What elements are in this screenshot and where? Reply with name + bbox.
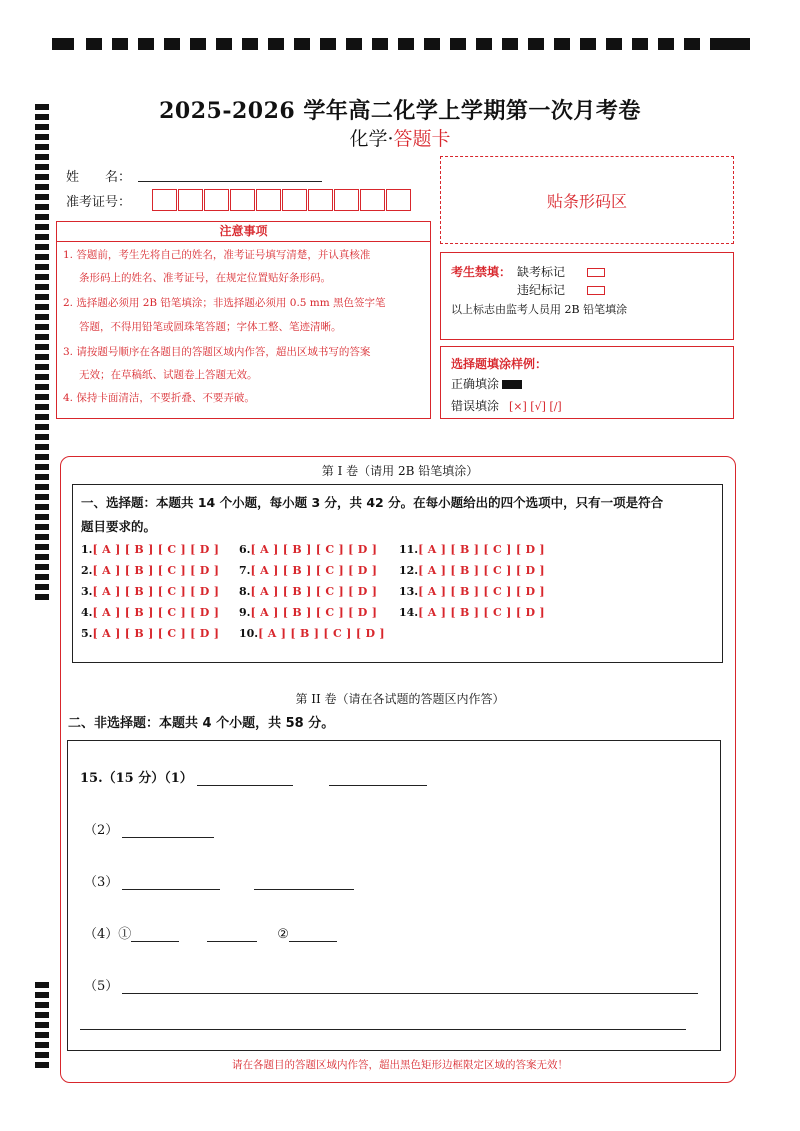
answer-options[interactable]: [ A ] [ B ] [ C ] [ D ] [418,606,545,619]
violation-mark[interactable]: 违纪标记 [517,281,605,298]
answer-options[interactable]: [ A ] [ B ] [ C ] [ D ] [250,606,378,619]
wrong-fill-example: 错误填涂 [×] [√] [/] [451,399,562,413]
timing-mark [35,324,49,330]
blank[interactable] [289,927,337,942]
question-number: 7. [239,564,251,577]
choice-row[interactable] [239,543,377,556]
answer-options[interactable]: [ A ] [ B ] [ C ] [ D ] [92,585,220,598]
timing-mark [35,454,49,460]
question-number: 11. [399,543,419,556]
timing-mark [35,244,49,250]
question-number: 8. [239,585,251,598]
question-number: 10. [239,627,259,640]
notice-item: 条形码上的姓名、准考证号，在规定位置贴好条形码。 [79,272,331,284]
choice-row[interactable] [81,606,219,619]
choice-row[interactable] [399,564,545,577]
question-number: 5. [81,627,93,640]
answer-options[interactable]: [ A ] [ B ] [ C ] [ D ] [92,606,220,619]
exam-subtitle: 化学·答题卡 [349,128,451,150]
timing-marks-top [52,38,750,52]
choice-row[interactable] [399,543,545,556]
timing-mark [35,534,49,540]
question-number: 9. [239,606,251,619]
timing-mark [35,394,49,400]
q15-part5: （5） [84,975,698,994]
notice-item: 2. 选择题必须用 2B 铅笔填涂；非选择题必须用 0.5 mm 黑色签字笔 [63,297,386,309]
timing-mark [35,1022,49,1028]
timing-mark [35,264,49,270]
answer-options[interactable]: [ A ] [ B ] [ C ] [ D ] [418,585,545,598]
timing-mark [35,294,49,300]
answer-options[interactable]: [ A ] [ B ] [ C ] [ D ] [258,627,385,640]
choice-row[interactable] [399,606,545,619]
timing-mark [35,484,49,490]
timing-mark [35,434,49,440]
answer-options[interactable]: [ A ] [ B ] [ C ] [ D ] [250,543,378,556]
prohibit-box: 考生禁填： 缺考标记 违纪标记 以上标志由监考人员用 2B 铅笔填涂 [440,252,734,340]
blank[interactable] [122,979,698,994]
choice-row[interactable] [239,564,377,577]
id-number-boxes[interactable] [152,189,412,211]
timing-mark [35,524,49,530]
choice-row[interactable] [239,627,385,640]
timing-mark [35,354,49,360]
timing-mark [35,992,49,998]
correct-fill-example: 正确填涂 [451,375,522,392]
question-number: 2. [81,564,93,577]
blank[interactable] [122,823,214,838]
timing-mark [35,1032,49,1038]
choice-instruction: 一、选择题：本题共 14 个小题，每小题 3 分，共 42 分。在每小题给出的四个选项中，只有一项是符合 [81,495,664,510]
timing-mark [35,504,49,510]
timing-mark [35,1002,49,1008]
notice-item: 无效；在草稿纸、试题卷上答题无效。 [79,369,258,381]
blank-line[interactable] [80,1029,686,1030]
choice-row[interactable] [81,627,219,640]
exam-title: 2025-2026 学年高二化学上学期第一次月考卷 [159,98,641,124]
timing-mark [35,564,49,570]
blank[interactable] [131,927,179,942]
blank[interactable] [197,771,293,786]
blank[interactable] [207,927,257,942]
notice-box [56,221,431,419]
timing-mark [35,234,49,240]
blank[interactable] [122,875,220,890]
question-number: 13. [399,585,419,598]
choice-row[interactable] [81,543,219,556]
timing-mark [35,1042,49,1048]
timing-mark [35,164,49,170]
answer-options[interactable]: [ A ] [ B ] [ C ] [ D ] [250,585,378,598]
question-number: 12. [399,564,419,577]
q15-part4: （4）① ② [84,923,337,942]
timing-mark [35,274,49,280]
timing-mark [35,554,49,560]
timing-mark [35,214,49,220]
part2-heading: 第 II 卷（请在各试题的答题区内作答） [295,692,505,706]
notice-item: 答题，不得用铅笔或圆珠笔答题；字体工整、笔迹清晰。 [79,321,342,333]
timing-mark [35,444,49,450]
question-number: 6. [239,543,251,556]
non-choice-heading: 二、非选择题：本题共 4 个小题，共 58 分。 [68,716,335,731]
timing-mark [35,194,49,200]
timing-mark [35,284,49,290]
timing-mark [35,184,49,190]
answer-options[interactable]: [ A ] [ B ] [ C ] [ D ] [418,543,545,556]
timing-mark [35,204,49,210]
timing-mark [35,414,49,420]
choice-row[interactable] [399,585,545,598]
timing-mark [35,544,49,550]
timing-mark [35,364,49,370]
barcode-area: 贴条形码区 [440,156,734,244]
answer-options[interactable]: [ A ] [ B ] [ C ] [ D ] [92,564,220,577]
timing-mark [35,574,49,580]
q15-answer-box [67,740,721,1051]
timing-mark [35,584,49,590]
q15-part3: （3） [84,871,354,890]
timing-mark [35,254,49,260]
fill-example-box: 选择题填涂样例： 正确填涂 错误填涂 [×] [√] [/] [440,346,734,419]
notice-heading: 注意事项 [57,222,430,242]
footer-warning: 请在各题目的答题区域内作答，超出黑色矩形边框限定区域的答案无效！ [232,1059,568,1071]
name-label: 姓 名： [66,170,132,185]
blank[interactable] [329,771,427,786]
timing-mark [35,1012,49,1018]
notice-item: 4. 保持卡面清洁，不要折叠、不要弄破。 [63,392,255,404]
answer-options[interactable]: [ A ] [ B ] [ C ] [ D ] [92,627,220,640]
part1-heading: 第 I 卷（请用 2B 铅笔填涂） [321,464,479,478]
timing-mark [35,314,49,320]
timing-mark [35,424,49,430]
timing-mark [35,334,49,340]
q15-part2: （2） [84,819,214,838]
choice-box [72,484,723,663]
name-field[interactable] [138,181,322,182]
id-label: 准考证号： [66,195,132,210]
q15-part1: 15.（15 分）（1） [80,767,427,786]
timing-mark [35,982,49,988]
timing-mark [35,594,49,600]
notice-item: 1. 答题前，考生先将自己的姓名，准考证号填写清楚，并认真核准 [63,249,371,261]
prohibit-note: 以上标志由监考人员用 2B 铅笔填涂 [451,303,628,316]
choice-row[interactable] [239,585,377,598]
question-number: 1. [81,543,93,556]
choice-row[interactable] [81,564,219,577]
timing-mark [35,494,49,500]
blank[interactable] [254,875,354,890]
answer-options[interactable]: [ A ] [ B ] [ C ] [ D ] [92,543,220,556]
question-number: 4. [81,606,93,619]
choice-row[interactable] [239,606,377,619]
timing-mark [35,514,49,520]
question-number: 14. [399,606,419,619]
choice-instruction-2: 题目要求的。 [81,519,157,534]
timing-mark [35,224,49,230]
notice-item: 3. 请按题号顺序在各题目的答题区域内作答，超出区域书写的答案 [63,346,371,358]
question-number: 3. [81,585,93,598]
timing-mark [35,344,49,350]
absent-mark[interactable]: 缺考标记 [517,263,605,280]
timing-mark [35,404,49,410]
answer-options[interactable]: [ A ] [ B ] [ C ] [ D ] [418,564,545,577]
timing-mark [35,374,49,380]
timing-mark [35,154,49,160]
timing-mark [35,304,49,310]
timing-mark [35,174,49,180]
choice-row[interactable] [81,585,219,598]
timing-mark [35,384,49,390]
answer-options[interactable]: [ A ] [ B ] [ C ] [ D ] [250,564,378,577]
